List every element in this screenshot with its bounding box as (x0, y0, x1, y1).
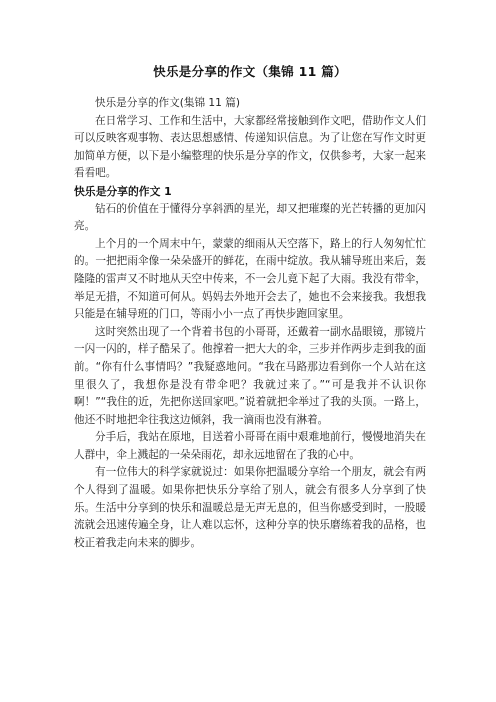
document-body (74, 63, 426, 552)
body-paragraph: 上个月的一个周末中午，蒙蒙的细雨从天空落下，路上的行人匆匆忙忙的。一把把雨伞像一朵朵盛开的鲜花，在雨中绽放。我从辅导班出来后，轰隆隆的雷声又不时地从天空中传来，不一会儿竟下起了大雨。我没有带伞，举足无措，不知道可何从。妈妈去外地开会去了，她也不会来接我。我想我只能是在辅导班的门口，等雨小小一点了再快步跑回家里。 (74, 237, 426, 321)
document-title: 快乐是分享的作文（集锦 11 篇） (153, 64, 347, 79)
intro-line: 快乐是分享的作文(集锦 11 篇) (95, 97, 241, 109)
body-paragraph: 分手后，我站在原地，目送着小哥哥在雨中艰难地前行，慢慢地消失在人群中，伞上溅起的一朵朵雨花，却永远地留在了我的心中。 (74, 431, 426, 461)
section-heading: 快乐是分享的作文 1 (74, 184, 172, 198)
body-paragraph: 钻石的价值在于懂得分享斜洒的星光，却又把璀璨的光芒转播的更加闪亮。 (74, 202, 426, 233)
body-paragraph: 有一位伟大的科学家就说过：如果你把温暖分享给一个朋友，就会有两个人得到了温暖。如果你把快乐分享给了别人，就会有很多人分享到了快乐。生活中分享到的快乐和温暖总是无声无息的，但当你感受到时，一股暖流就会迅速传遍全身，让人难以忘怀，这种分享的快乐磨练着我的品格，也校正着我走向未来的脚步。 (74, 466, 426, 549)
body-paragraph: 这时突然出现了一个背着书包的小哥哥，还戴着一副水晶眼镜，那镜片一闪一闪的，样子酷呆了。他撑着一把大大的伞，三步并作两步走到我的面前。“你有什么事情吗？”我疑惑地问。“我在马路那边看到你一个人站在这里很久了，我想你是没有带伞吧？我就过来了。”“可是我并不认识你啊！”“我住的近，先把你送回家吧。”说着就把伞举过了我的头顶。一路上，他还不时地把伞往我这边倾斜，我一滴雨也没有淋着。 (74, 325, 426, 426)
intro-paragraph: 在日常学习、工作和生活中，大家都经常接触到作文吧，借助作文人们可以反映客观事物、表达思想感情、传递知识信息。为了让您在写作文时更加简单方便，以下是小编整理的快乐是分享的作文，仅供参考，大家一起来看看吧。 (74, 114, 426, 180)
